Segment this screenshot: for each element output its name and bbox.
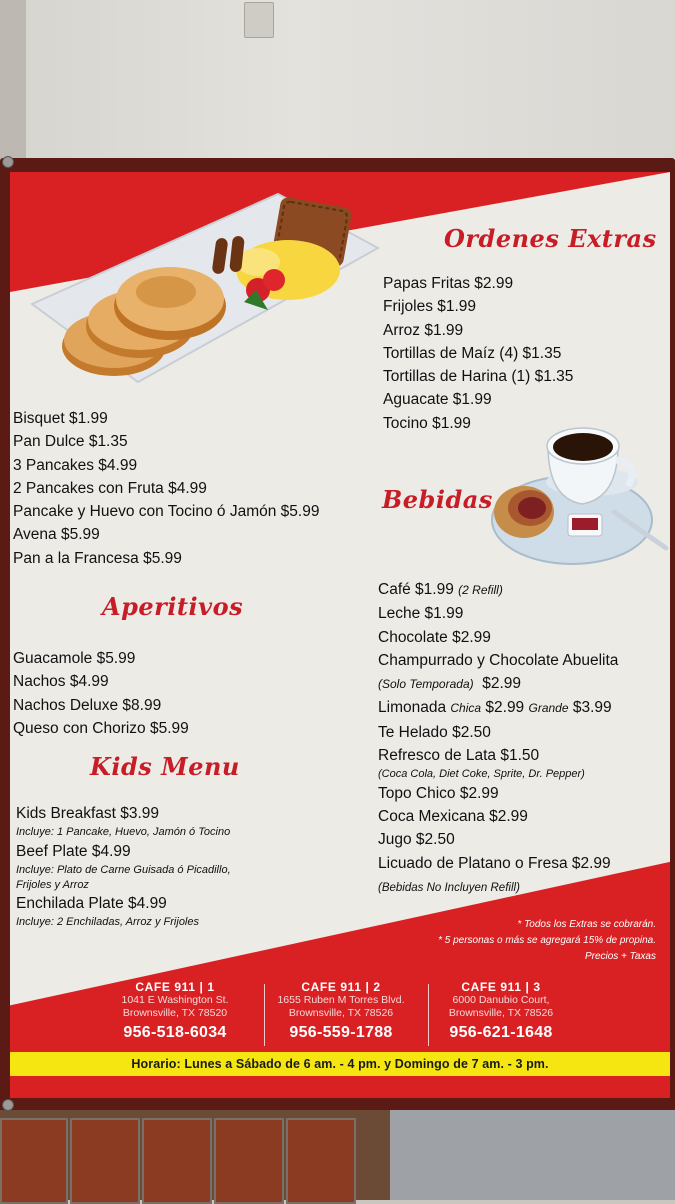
list-item: Refresco de Lata $1.50 bbox=[378, 747, 540, 765]
footnotes bbox=[438, 917, 656, 965]
location-city: Brownsville, TX 78520 bbox=[122, 1007, 228, 1019]
list-item: Beef Plate $4.99 bbox=[16, 842, 131, 860]
pancake-plate-image bbox=[28, 186, 388, 396]
list-item: Topo Chico $2.99 bbox=[378, 784, 499, 802]
item-price: $2.99 bbox=[485, 699, 525, 717]
list-item: Avena $5.99 bbox=[13, 526, 100, 544]
list-item bbox=[378, 696, 618, 720]
list-item: Coca Mexicana $2.99 bbox=[378, 808, 528, 826]
footnote: * 5 personas o más se agregará 15% de propina. bbox=[438, 935, 656, 946]
ordenes-extras-title: Ordenes Extras bbox=[444, 224, 657, 253]
floor-tile bbox=[70, 1118, 140, 1204]
floor-tile bbox=[214, 1118, 284, 1204]
location-2 bbox=[256, 980, 426, 1042]
floor-tile bbox=[286, 1118, 356, 1204]
list-item: Aguacate $1.99 bbox=[383, 391, 492, 409]
location-phone[interactable]: 956-559-1788 bbox=[289, 1024, 393, 1041]
list-item: Jugo $2.50 bbox=[378, 831, 455, 849]
list-item: Pan a la Francesa $5.99 bbox=[13, 549, 182, 567]
item-note: Incluye: 1 Pancake, Huevo, Jamón ó Tocino bbox=[16, 826, 231, 839]
location-name: CAFE 911 | 3 bbox=[461, 980, 541, 994]
item-price: $3.99 bbox=[572, 699, 612, 717]
list-item: Tocino $1.99 bbox=[383, 414, 471, 432]
kids-menu-title: Kids Menu bbox=[90, 752, 240, 781]
item-note: (2 Refill) bbox=[458, 583, 503, 597]
location-3 bbox=[416, 980, 586, 1042]
list-item: Pancake y Huevo con Tocino ó Jamón $5.99 bbox=[13, 503, 320, 521]
list-item: Frijoles $1.99 bbox=[383, 298, 477, 316]
coffee-plate-image bbox=[482, 420, 670, 570]
location-city: Brownsville, TX 78526 bbox=[288, 1007, 394, 1019]
frame-rivet bbox=[2, 1099, 14, 1111]
list-item: Leche $1.99 bbox=[378, 605, 464, 623]
item-price: $2.99 bbox=[482, 675, 522, 693]
item-note: Incluye: 2 Enchiladas, Arroz y Frijoles bbox=[16, 916, 199, 929]
list-item bbox=[378, 578, 618, 602]
hours-banner bbox=[10, 1052, 670, 1076]
footnote: Precios + Taxas bbox=[584, 951, 656, 962]
list-item: Guacamole $5.99 bbox=[13, 650, 136, 667]
footnote: * Todos los Extras se cobrarán. bbox=[517, 919, 656, 930]
ordenes-extras-list bbox=[383, 272, 573, 435]
location-1 bbox=[90, 980, 260, 1042]
location-name: CAFE 911 | 2 bbox=[301, 980, 381, 994]
location-name: CAFE 911 | 1 bbox=[135, 980, 215, 994]
list-item: Arroz $1.99 bbox=[383, 321, 464, 339]
location-address: 6000 Danubio Court, bbox=[452, 994, 550, 1006]
location-address: 1655 Ruben M Torres Blvd. bbox=[277, 994, 405, 1006]
bebidas-list bbox=[378, 578, 618, 896]
list-item: Pan Dulce $1.35 bbox=[13, 433, 128, 451]
floor-tile bbox=[142, 1118, 212, 1204]
list-item: Nachos Deluxe $8.99 bbox=[13, 696, 162, 714]
bebidas-title: Bebidas bbox=[382, 485, 493, 514]
frame-rivet bbox=[2, 156, 14, 168]
item-name: Café $1.99 bbox=[378, 581, 454, 598]
item-note: Incluye: Plato de Carne Guisada ó Picadillo, bbox=[16, 864, 231, 877]
kids-menu-list bbox=[16, 802, 231, 930]
breakfast-list bbox=[13, 407, 319, 570]
item-note: (Solo Temporada) bbox=[378, 677, 474, 692]
list-item: Enchilada Plate $4.99 bbox=[16, 895, 167, 913]
aperitivos-list bbox=[13, 647, 189, 740]
location-address: 1041 E Washington St. bbox=[121, 994, 229, 1006]
list-item: Licuado de Platano o Fresa $2.99 bbox=[378, 854, 611, 872]
list-item: Tortillas de Harina (1) $1.35 bbox=[383, 368, 574, 386]
item-note: Frijoles y Arroz bbox=[16, 878, 89, 891]
size-label: Chica bbox=[450, 701, 482, 716]
location-phone[interactable]: 956-518-6034 bbox=[123, 1024, 227, 1041]
menu-sheet bbox=[10, 172, 670, 1098]
size-label: Grande bbox=[528, 701, 569, 716]
item-name: Limonada bbox=[378, 699, 447, 717]
wall-column bbox=[0, 0, 26, 170]
list-item: 3 Pancakes $4.99 bbox=[13, 456, 138, 474]
wall-outlet bbox=[244, 2, 274, 38]
aperitivos-title: Aperitivos bbox=[102, 592, 244, 621]
list-item: Papas Fritas $2.99 bbox=[383, 275, 514, 292]
location-phone[interactable]: 956-621-1648 bbox=[449, 1024, 553, 1041]
list-item: Nachos $4.99 bbox=[13, 673, 109, 691]
list-item: Tortillas de Maíz (4) $1.35 bbox=[383, 344, 562, 362]
background-wall bbox=[0, 0, 675, 170]
hours-text: Horario: Lunes a Sábado de 6 am. - 4 pm. y Domingo de 7 am. - 3 pm. bbox=[131, 1057, 549, 1071]
item-note: (Coca Cola, Diet Coke, Sprite, Dr. Pepper) bbox=[378, 768, 585, 781]
list-item: Kids Breakfast $3.99 bbox=[16, 805, 160, 822]
floor-tile bbox=[0, 1118, 68, 1204]
list-item: 2 Pancakes con Fruta $4.99 bbox=[13, 479, 207, 497]
location-city: Brownsville, TX 78526 bbox=[448, 1007, 554, 1019]
list-item: Chocolate $2.99 bbox=[378, 628, 491, 646]
list-item: Queso con Chorizo $5.99 bbox=[13, 719, 189, 737]
counter-base bbox=[390, 1108, 675, 1200]
list-item: Bisquet $1.99 bbox=[13, 410, 108, 427]
item-note: (Bebidas No Incluyen Refill) bbox=[378, 882, 520, 895]
list-item: Champurrado y Chocolate Abuelita bbox=[378, 651, 619, 669]
list-item bbox=[378, 672, 618, 696]
list-item: Te Helado $2.50 bbox=[378, 723, 491, 741]
